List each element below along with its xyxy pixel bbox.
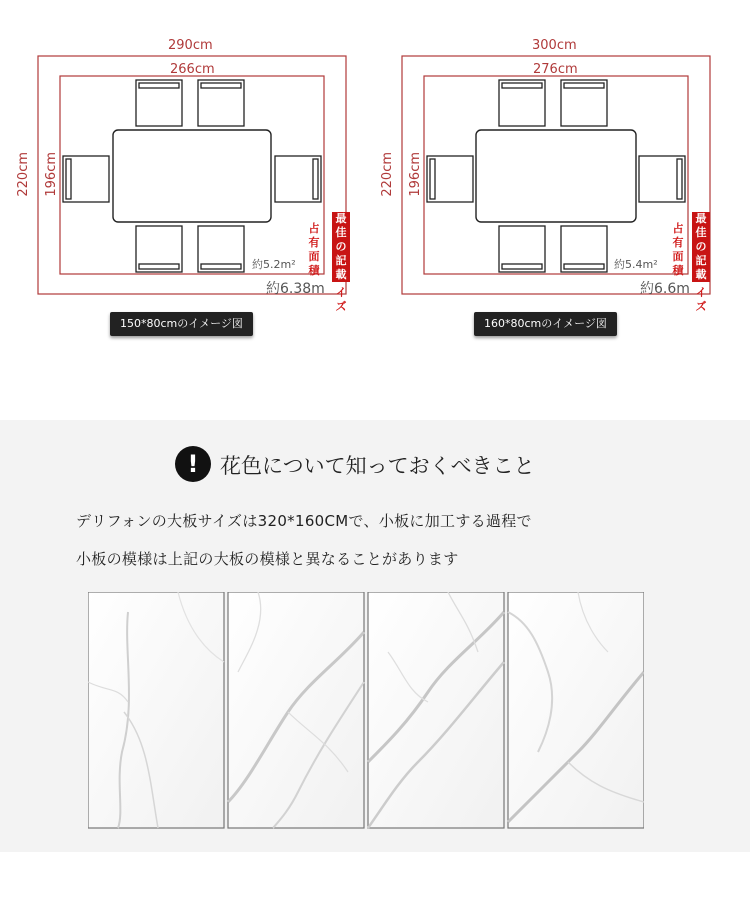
notice-line-1: デリフォンの大板サイズは320*160CMで、小板に加工する過程で <box>76 512 532 530</box>
chair-bottom-right <box>198 226 244 272</box>
inner-width-label: 266cm <box>170 62 215 77</box>
size-note-tail: イズ <box>695 286 707 313</box>
outer-width-label: 290cm <box>168 38 213 53</box>
chair-bottom-left <box>136 226 182 272</box>
diagram-caption: 150*80cmのイメージ図 <box>110 312 253 336</box>
table <box>113 130 271 222</box>
marble-slab-samples <box>88 592 644 830</box>
exclamation-icon: ! <box>175 446 211 482</box>
recommended-size-badge: 最佳の記載 <box>692 212 710 282</box>
chair-right <box>275 156 321 202</box>
recommended-size-badge: 最佳の記載 <box>332 212 350 282</box>
marble-slab-2 <box>228 592 364 828</box>
chair-right <box>639 156 685 202</box>
outer-area-label: 約6.6m <box>640 281 690 297</box>
area-note-label: 占有面積 <box>672 222 684 277</box>
inner-area-label: 約5.2m² <box>252 258 296 271</box>
layout-diagram-section <box>0 0 750 420</box>
chair-top-left <box>136 80 182 126</box>
chair-bottom-left <box>499 226 545 272</box>
diagram-caption: 160*80cmのイメージ図 <box>474 312 617 336</box>
notice-line-2: 小板の模様は上記の大板の模様と異なることがあります <box>76 550 459 568</box>
table <box>476 130 636 222</box>
outer-area-label: 約6.38m <box>266 281 325 297</box>
diagram-160x80 <box>402 56 710 294</box>
inner-area-label: 約5.4m² <box>614 258 658 271</box>
chair-bottom-right <box>561 226 607 272</box>
chair-left <box>63 156 109 202</box>
marble-slab-4 <box>508 592 644 828</box>
marble-slab-3 <box>368 592 504 828</box>
outer-width-label: 300cm <box>532 38 577 53</box>
marble-slab-1 <box>88 592 224 828</box>
diagram-150x80 <box>38 56 346 294</box>
chair-top-right <box>561 80 607 126</box>
chair-left <box>427 156 473 202</box>
inner-height-label: 196cm <box>44 152 59 197</box>
chair-top-right <box>198 80 244 126</box>
outer-height-label: 220cm <box>16 152 31 197</box>
notice-heading: 花色について知っておくべきこと <box>220 454 535 478</box>
inner-height-label: 196cm <box>408 152 423 197</box>
area-note-label: 占有面積 <box>308 222 320 277</box>
footer-spacer <box>0 852 750 900</box>
chair-top-left <box>499 80 545 126</box>
outer-height-label: 220cm <box>380 152 395 197</box>
layout-diagrams <box>0 0 750 420</box>
size-note-tail: イズ <box>335 286 347 313</box>
inner-width-label: 276cm <box>533 62 578 77</box>
